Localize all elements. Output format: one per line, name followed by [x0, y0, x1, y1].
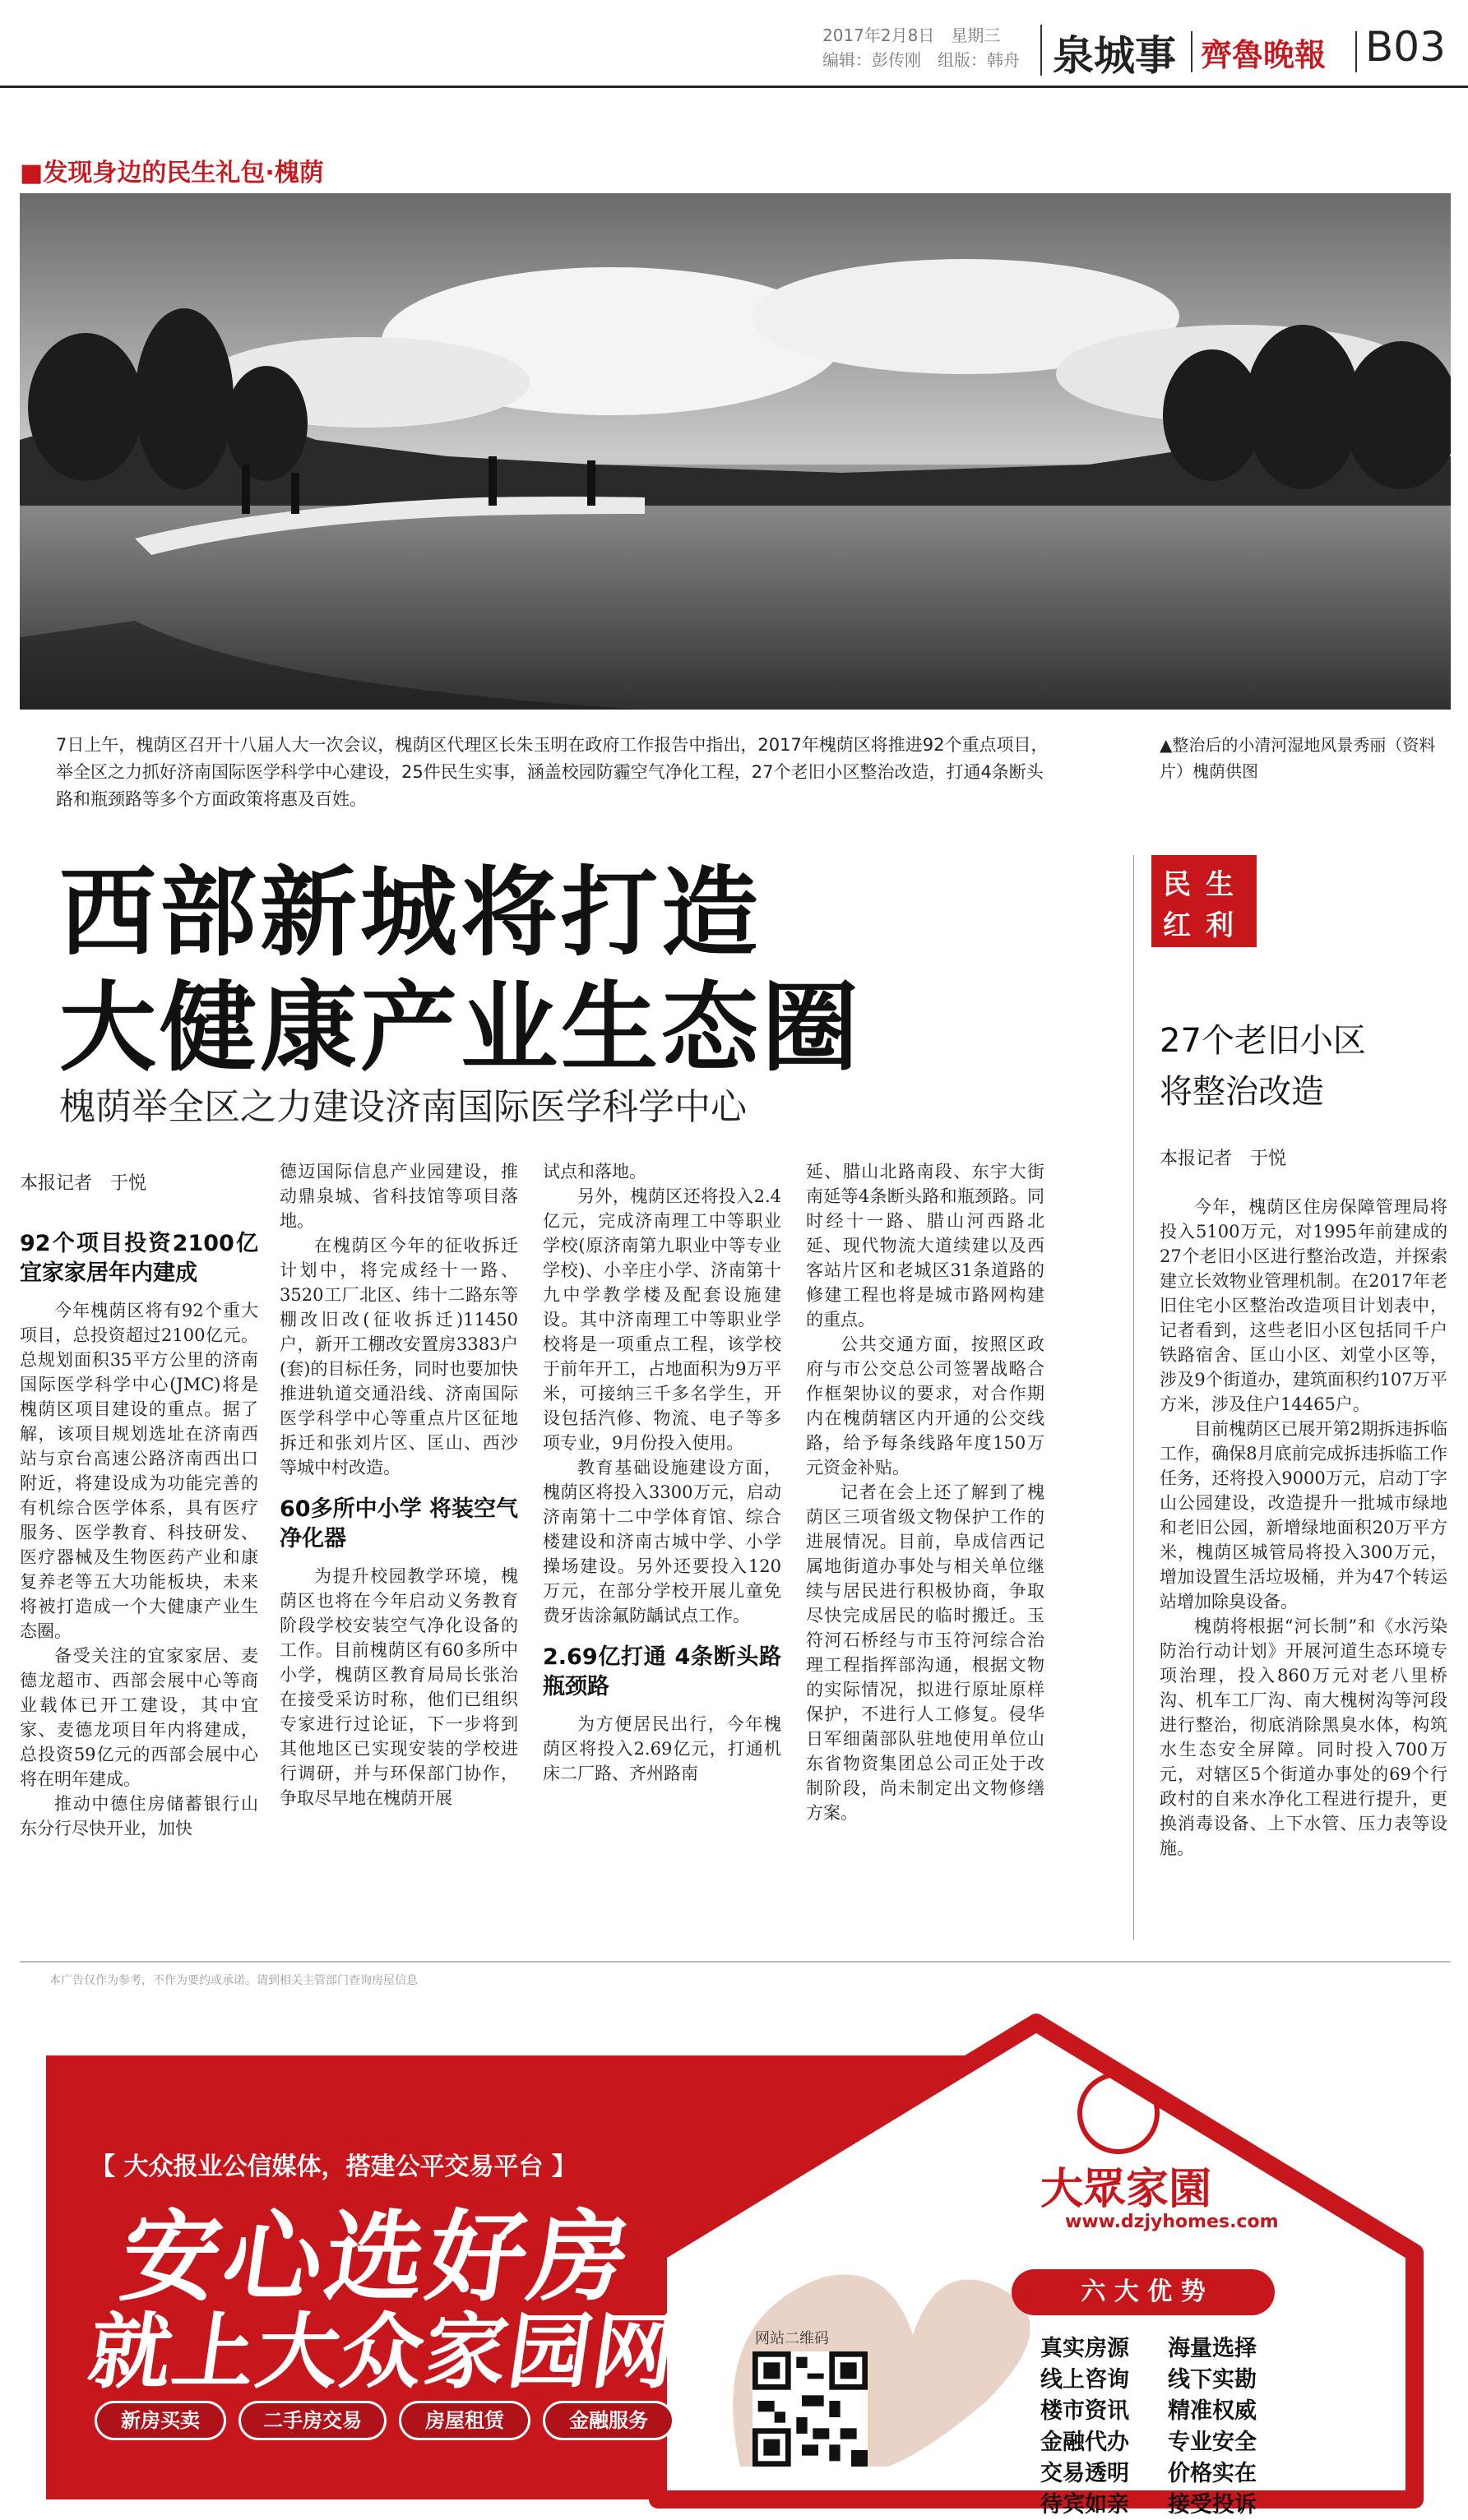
advantage-item: 精准权威	[1168, 2398, 1257, 2424]
new-house-button[interactable]: 新房买卖	[95, 2401, 226, 2440]
ad-slogan-line-2: 就上大众家园网	[82, 2303, 684, 2400]
ad-disclaimer: 本广告仅作为参考，不作为要约或承诺。请到相关主管部门查询房屋信息	[49, 1974, 418, 1987]
header-divider	[1355, 31, 1357, 72]
photo-caption: ▲整治后的小清河湿地风景秀丽（资料片）槐荫供图	[1160, 735, 1436, 781]
article-column-2	[280, 1159, 518, 1810]
newspaper-logo: 齊魯晚報	[1201, 36, 1327, 73]
sidebar-title-line: 27个老旧小区	[1160, 1022, 1366, 1060]
section-title: 泉城事	[1053, 32, 1176, 80]
subhead-projects: 92个项目投资2100亿 宜家家居年内建成	[20, 1231, 258, 1286]
article-column-3	[543, 1159, 781, 1786]
byline: 本报记者 于悦	[20, 1173, 147, 1194]
wetland-photo	[20, 193, 1451, 710]
paragraph: 在槐荫区今年的征收拆迁计划中，将完成经十一路、3520工厂北区、纬十二路东等棚改旧改(征收拆迁)11450户，新开工棚改安置房3383户(套)的目标任务，同时也要加快推进轨道交通沿线、济南国际医学科学中心等重点片区征地拆迁和张刘片区、匡山、西沙等城中村改造。	[280, 1236, 518, 1477]
paragraph: 另外，槐荫区还将投入2.4亿元，完成济南理工中等职业学校(原济南第九职业中等专业学校)、小辛庄小学、济南第十九中学教学楼及配套设施建设。其中济南理工中等职业学校将是一项重点工程，该学校于前年开工，占地面积为9万平米，可接纳三千多名学生，开设包括汽修、物流、电子等多项专业，9月份投入使用。	[543, 1186, 781, 1453]
badge-char: 利	[1206, 909, 1234, 942]
sidebar-title-line: 将整治改造	[1160, 1073, 1324, 1111]
subhead-roads: 2.69亿打通 4条断头路瓶颈路	[543, 1644, 781, 1699]
sidebar-article	[1160, 1147, 1447, 1861]
badge-char: 生	[1206, 868, 1234, 901]
paragraph: 记者在会上还了解到了槐荫区三项省级文物保护工作的进展情况。目前，阜成信西记属地街道办事处与相关单位继续与居民进行积极协商，争取尽快完成居民的临时搬迁。玉符河石桥经与市玉符河综合治理工程指挥部沟通，根据文物的实际情况，拟进行原址原样保护，不进行人工修复。侵华日军细菌部队驻地使用单位山东省物资集团总公司正处于改制阶段，尚未制定出文物修缮方案。	[806, 1482, 1044, 1823]
paragraph: 教育基础设施建设方面，槐荫区将投入3300万元，启动济南第十二中学体育馆、综合楼建设和济南古城中学、小学操场建设。另外还要投入120万元，在部分学校开展儿童免费牙齿涂氟防龋试点工作。	[543, 1458, 781, 1625]
topic-tag: ■发现身边的民生礼包·槐荫	[20, 159, 324, 187]
ad-banner: 【 大众报业公信媒体，搭建公平交易平台 】	[90, 2152, 577, 2181]
advantage-item: 楼市资讯	[1040, 2398, 1129, 2424]
main-headline	[59, 855, 862, 1085]
ad-slogan-line-1: 安心选好房	[113, 2199, 641, 2315]
paragraph: 为方便居民出行，今年槐荫区将投入2.69亿元，打通机床二厂路、齐州路南	[543, 1714, 781, 1783]
badge-char: 红	[1163, 909, 1191, 942]
advantage-item: 待宾如亲	[1040, 2492, 1129, 2518]
header-rule	[0, 86, 1468, 88]
subheadline: 槐荫举全区之力建设济南国际医学科学中心	[59, 1086, 747, 1128]
qr-code-icon[interactable]	[753, 2351, 868, 2467]
ad-brand-name: 大眾家園	[1040, 2164, 1212, 2214]
header-date-editor	[822, 23, 1020, 72]
advantage-item: 接受投诉	[1168, 2492, 1257, 2518]
article-column-4	[806, 1159, 1044, 1825]
advantage-item: 真实房源	[1040, 2336, 1129, 2361]
advantage-item: 价格实在	[1168, 2461, 1257, 2486]
advantage-item: 专业安全	[1168, 2430, 1257, 2455]
advantage-item: 线下实勘	[1168, 2367, 1257, 2393]
ad-url[interactable]: www.dzjyhomes.com	[1065, 2212, 1279, 2232]
photo-lead-text: 7日上午，槐荫区召开十八届人大一次会议，槐荫区代理区长朱玉明在政府工作报告中指出，2017年槐荫区将推进92个重点项目，举全区之力抓好济南国际医学科学中心建设，25件民生实事，涵盖校园防霾空气净化工程，27个老旧小区整治改造，打通4条断头路和瓶颈路等多个方面政策将惠及百姓。	[56, 735, 1049, 809]
header-divider	[1191, 31, 1192, 72]
advantages-title: 六 大 优 势	[1012, 2269, 1275, 2315]
headline-line-2: 大健康产业生态圈	[59, 971, 863, 1084]
sidebar-divider	[1133, 855, 1134, 1940]
paragraph: 德迈国际信息产业园建设，推动鼎泉城、省科技馆等项目落地。	[280, 1162, 518, 1231]
subhead-schools: 60多所中小学 将装空气净化器	[280, 1496, 518, 1551]
advantages-left-list	[1040, 2333, 1129, 2520]
header-date: 2017年2月8日 星期三	[822, 25, 1001, 45]
paragraph: 备受关注的宜家家居、麦德龙超市、西部会展中心等商业载体已开工建设，其中宜家、麦德龙项目年内将建成，总投资59亿元的西部会展中心将在明年建成。	[20, 1646, 258, 1789]
advantage-item: 海量选择	[1168, 2336, 1257, 2361]
advantage-item: 线上咨询	[1040, 2367, 1129, 2393]
paragraph: 为提升校园教学环境，槐荫区也将在今年启动义务教育阶段学校安装空气净化设备的工作。目前槐荫区有60多所中小学，槐荫区教育局局长张治在接受采访时称，他们已组织专家进行过论证，下一步将到其他地区已实现安装的学校进行调研，并与环保部门协作，争取尽早地在槐荫开展	[280, 1566, 518, 1808]
paragraph: 槐荫将根据“河长制”和《水污染防治行动计划》开展河道生态环境专项治理，投入860万元对老八里桥沟、机车工厂沟、南大槐树沟等河段进行整治，彻底消除黑臭水体，构筑水生态安全屏障。同时投入700万元，对辖区5个街道办事处的69个行政村的自来水净化工程进行提升，更换消毒设备、上下水管、压力表等设施。	[1160, 1616, 1447, 1858]
paragraph: 推动中德住房储蓄银行山东分行尽快开业，加快	[20, 1794, 258, 1838]
sidebar-badge	[1151, 855, 1257, 947]
second-hand-button[interactable]: 二手房交易	[238, 2401, 387, 2440]
header-divider	[1040, 25, 1042, 76]
advantage-item: 金融代办	[1040, 2430, 1129, 2455]
advantage-item: 交易透明	[1040, 2461, 1129, 2486]
paragraph: 试点和落地。	[543, 1162, 646, 1181]
paragraph: 延、腊山北路南段、东宇大街南延等4条断头路和瓶颈路。同时经十一路、腊山河西路北延、现代物流大道续建以及西客站片区和老城区31条道路的修建工程也将是城市路网构建的重点。	[806, 1162, 1044, 1329]
headline-line-1: 西部新城将打造	[59, 856, 762, 969]
header-editor: 编辑：彭传刚 组版：韩舟	[822, 50, 1020, 70]
paragraph: 公共交通方面，按照区政府与市公交总公司签署战略合作框架协议的要求，对合作期内在槐荫辖区内开通的公交线路，给予每条线路年度150万元资金补贴。	[806, 1334, 1044, 1477]
finance-button[interactable]: 金融服务	[543, 2401, 674, 2440]
badge-char: 民	[1163, 868, 1191, 901]
paragraph: 今年，槐荫区住房保障管理局将投入5100万元，对1995年前建成的27个老旧小区进行整治改造，并探索建立长效物业管理机制。在2017年老旧住宅小区整治改造项目计划表中，记者看到，这些老旧小区包括同千户铁路宿舍、匡山小区、刘堂小区等，涉及9个街道办，建筑面积约107万平方米，涉及住户14465户。	[1160, 1197, 1447, 1414]
article-column-1	[20, 1172, 258, 1841]
page-number: B03	[1365, 23, 1446, 71]
sidebar-byline: 本报记者 于悦	[1160, 1149, 1287, 1169]
brand-logo-icon	[1077, 2072, 1160, 2154]
qr-label: 网站二维码	[755, 2330, 829, 2347]
rental-button[interactable]: 房屋租赁	[399, 2401, 530, 2440]
advantages-right-list	[1168, 2333, 1257, 2520]
paragraph: 目前槐荫区已展开第2期拆违拆临工作，确保8月底前完成拆违拆临工作任务，还将投入9000万元，启动丁字山公园建设，改造提升一批城市绿地和老旧公园，新增绿地面积20万平方米，槐荫区城管局将投入300万元，增加设置生活垃圾桶，并为47个转运站增加除臭设备。	[1160, 1419, 1447, 1611]
paragraph: 今年槐荫区将有92个重大项目，总投资超过2100亿元。总规划面积35平方公里的济南国际医学科学中心(JMC)将是槐荫区项目建设的重点。据了解，该项目规划选址在济南西站与京台高速公路济南西出口附近，将建设成为功能完善的有机综合医学体系，具有医疗服务、医学教育、科技研发、医疗器械及生物医药产业和康复养老等五大功能板块，未来将被打造成一个大健康产业生态圈。	[20, 1301, 258, 1641]
ad-rule	[20, 1961, 1451, 1963]
sidebar-title	[1160, 1015, 1366, 1117]
